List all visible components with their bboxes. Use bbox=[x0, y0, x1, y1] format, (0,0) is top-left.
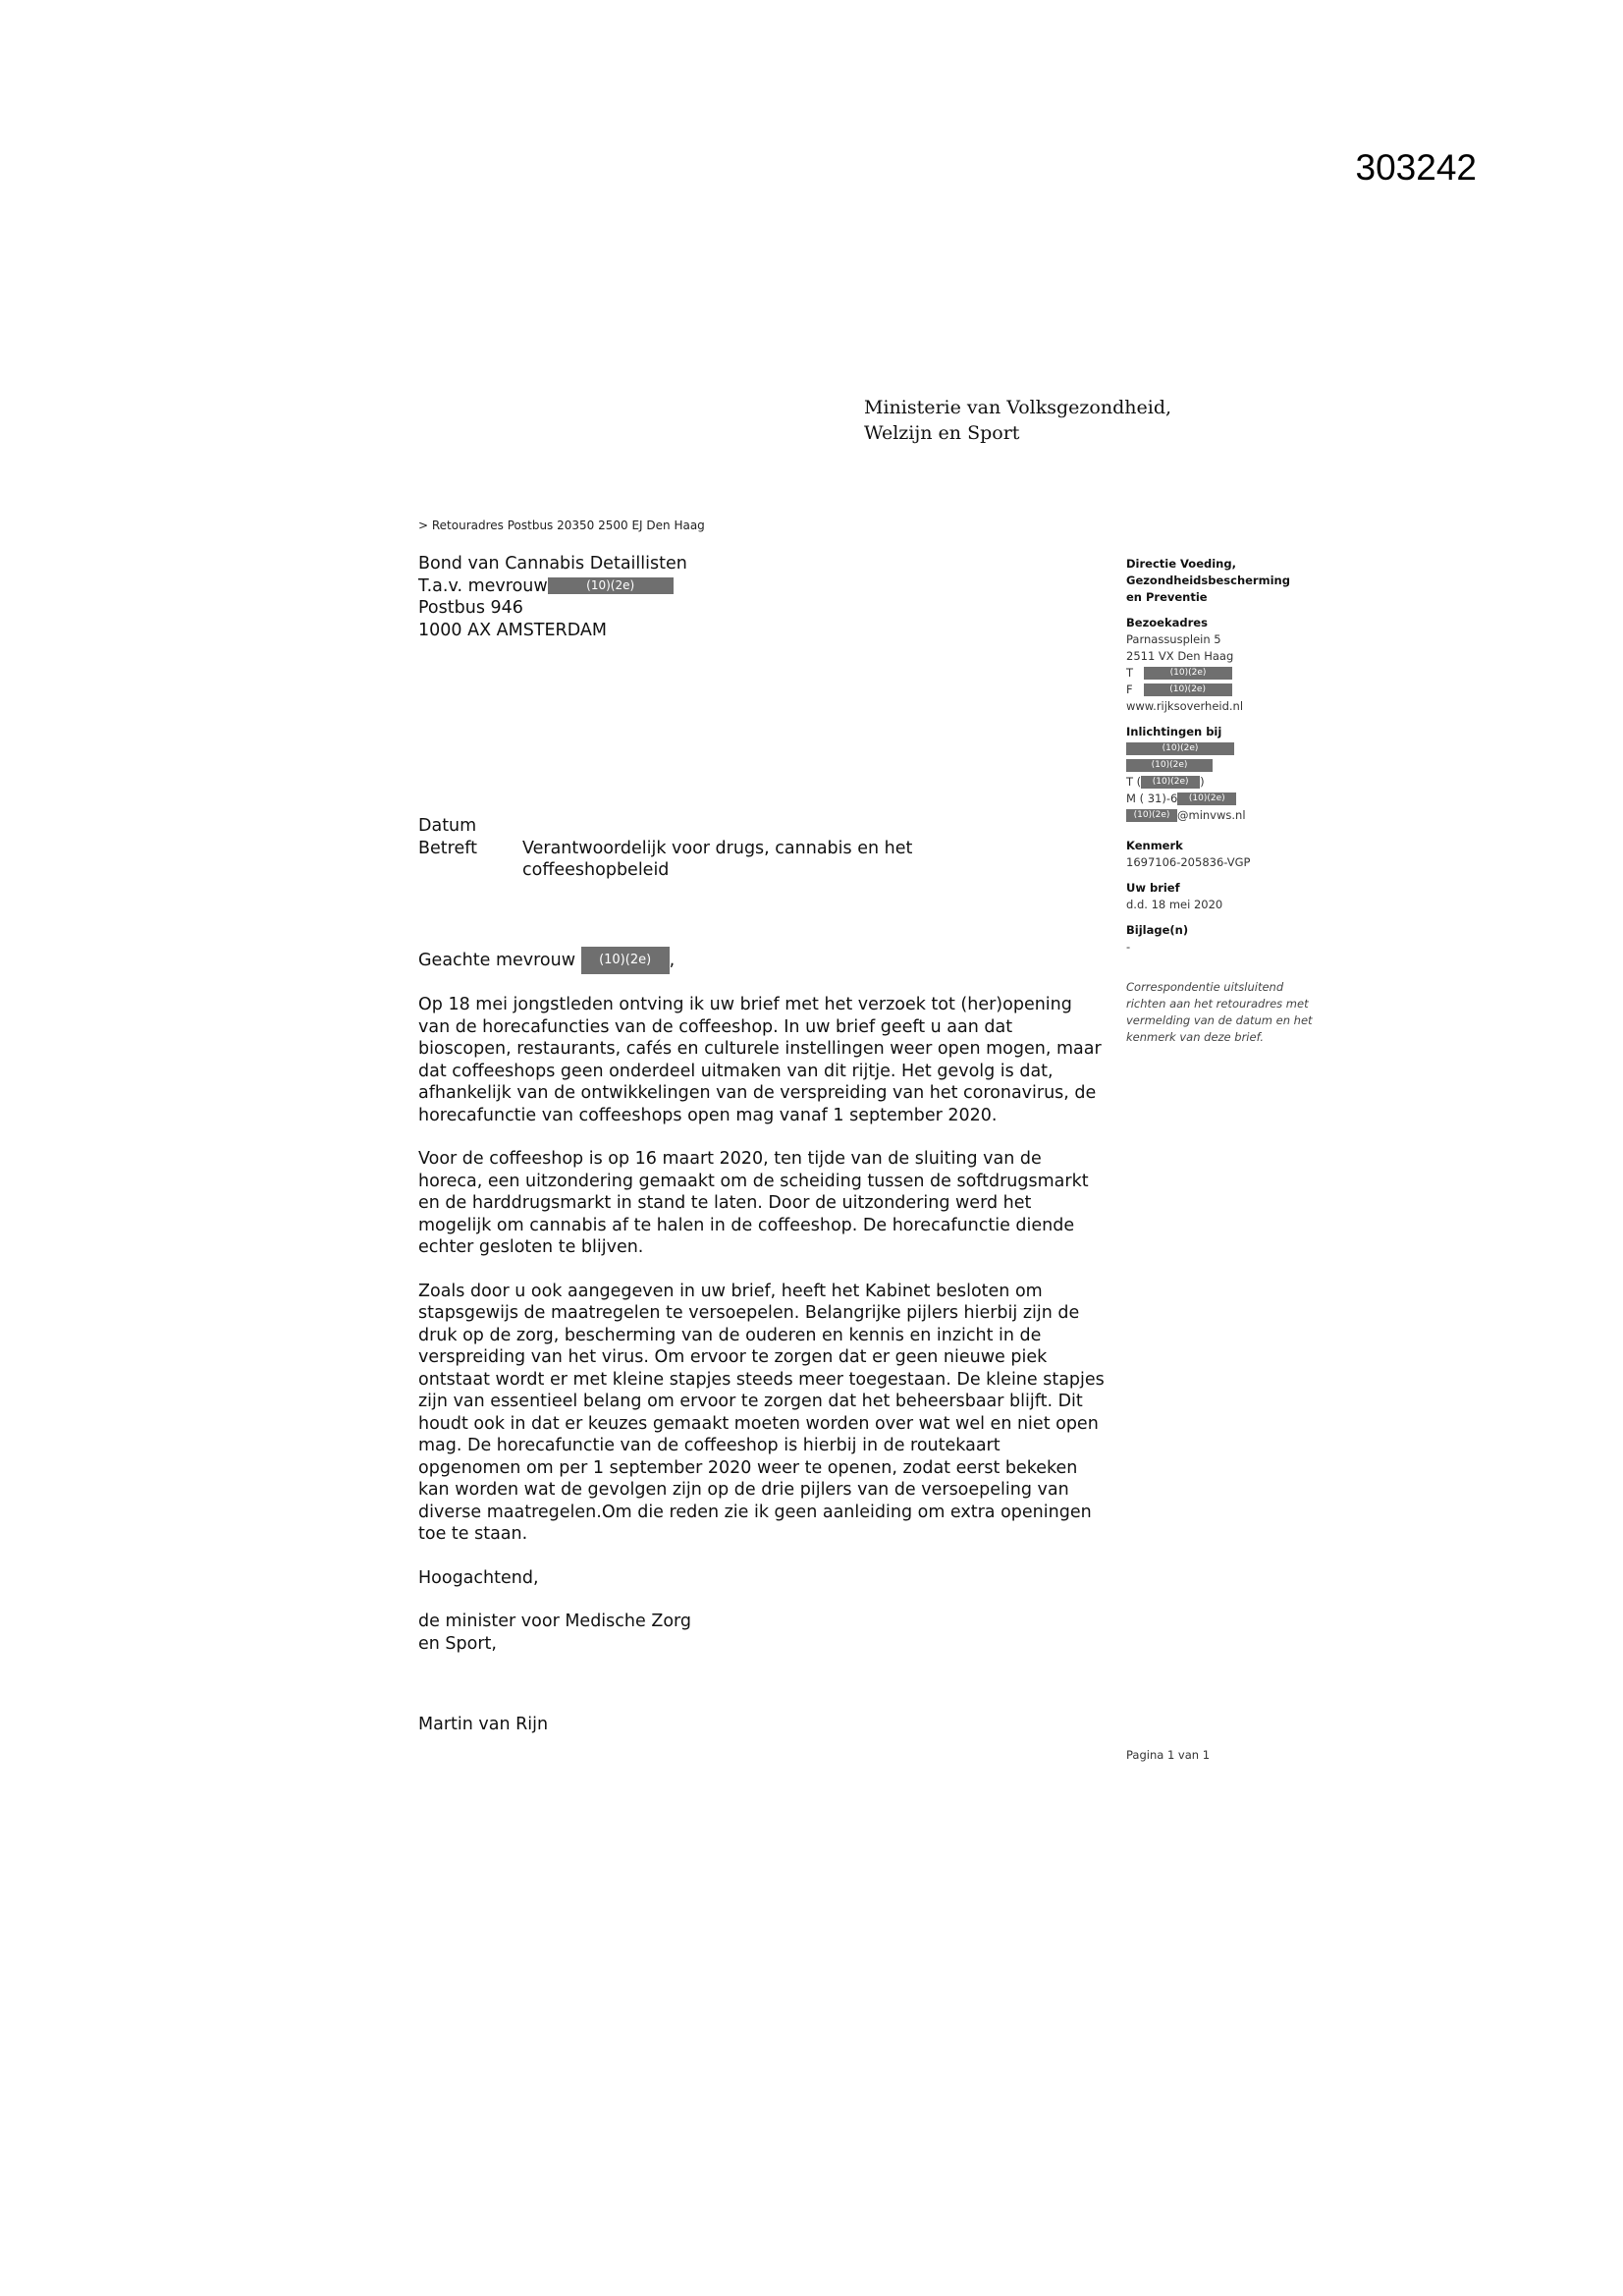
contact-block bbox=[1126, 724, 1352, 824]
redaction-box: (10)(2e) bbox=[1144, 683, 1232, 696]
phone-label: T bbox=[1126, 666, 1134, 680]
redaction-box: (10)(2e) bbox=[1126, 742, 1234, 755]
visit-city: 2511 VX Den Haag bbox=[1126, 649, 1234, 663]
redaction-box: (10)(2e) bbox=[1144, 667, 1232, 680]
department-line-2: Gezondheidsbescherming bbox=[1126, 574, 1290, 587]
datum-label: Datum bbox=[418, 816, 477, 836]
kenmerk-label: Kenmerk bbox=[1126, 839, 1183, 852]
email-suffix: @minvws.nl bbox=[1177, 808, 1246, 822]
betreft-row bbox=[418, 838, 935, 882]
uw-brief-value: d.d. 18 mei 2020 bbox=[1126, 898, 1223, 911]
signer-line-2: en Sport, bbox=[418, 1633, 497, 1654]
contact-label: Inlichtingen bij bbox=[1126, 725, 1222, 738]
website: www.rijksoverheid.nl bbox=[1126, 699, 1244, 713]
letter-meta bbox=[418, 815, 935, 882]
datum-row bbox=[418, 815, 935, 838]
contact-mobile-label: M ( 31)-6 bbox=[1126, 792, 1178, 805]
paragraph-3: Zoals door u ook aangegeven in uw brief, heeft het Kabinet besloten om stapsgewijs de maatregelen te versoepelen. Belangrijke pijlers hierbij zijn de druk op de zorg, bescherming van de ouderen en kennis en inzicht in de verspreiding van het virus. Om ervoor te zorgen dat er geen nieuwe piek ontstaat wordt er met kleine stapjes steeds meer toegestaan. De kleine stapjes zijn van essentieel belang om ervoor te zorgen dat het beheersbaar blijft. Dit houdt ook in dat er keuzes gemaakt moeten worden over wat wel en niet open mag. De horecafunctie van de coffeeshop is hierbij in de routekaart opgenomen om per 1 september 2020 weer te openen, zodat eerst bekeken kan worden wat de gevolgen zijn op de drie pijlers van de versoepeling van diverse maatregelen.Om die reden zie ik geen aanleiding om extra openingen toe te staan. bbox=[418, 1281, 1105, 1544]
betreft-value bbox=[522, 838, 935, 882]
document-number: 303242 bbox=[1355, 147, 1477, 188]
redaction-box: (10)(2e) bbox=[1177, 793, 1236, 805]
contact-phone-label: T ( bbox=[1126, 775, 1142, 789]
signer-title bbox=[418, 1611, 1106, 1655]
department-name bbox=[1126, 556, 1352, 606]
paragraph-1: Op 18 mei jongstleden ontving ik uw brief met het verzoek tot (her)opening van de horecafuncties van de coffeeshop. In uw brief geeft u aan dat bioscopen, restaurants, cafés en culturele instellingen weer open mogen, maar dat coffeeshops geen onderdeel uitmaken van dit rijtje. Het gevolg is dat, afhankelijk van de ontwikkelingen van de verspreiding van het coronavirus, de horecafunctie van coffeeshops open mag vanaf 1 september 2020. bbox=[418, 995, 1102, 1125]
letter-body bbox=[418, 947, 1106, 1758]
visit-street: Parnassusplein 5 bbox=[1126, 632, 1221, 646]
betreft-label: Betreft bbox=[418, 838, 477, 858]
salutation-prefix: Geachte mevrouw bbox=[418, 951, 576, 970]
bijlage-label: Bijlage(n) bbox=[1126, 923, 1189, 937]
return-address: > Retouradres Postbus 20350 2500 EJ Den Haag bbox=[418, 519, 705, 532]
recipient-city: 1000 AX AMSTERDAM bbox=[418, 620, 607, 640]
ministry-line-2: Welzijn en Sport bbox=[864, 422, 1020, 444]
recipient-org: Bond van Cannabis Detaillisten bbox=[418, 554, 687, 574]
redaction-box: (10)(2e) bbox=[1126, 759, 1213, 772]
your-letter-block bbox=[1126, 880, 1352, 913]
attn-prefix: T.a.v. mevrouw bbox=[418, 575, 548, 596]
ministry-name bbox=[864, 395, 1171, 446]
recipient-attn bbox=[418, 575, 687, 598]
salutation-suffix: , bbox=[669, 951, 676, 970]
betreft-line-1: Verantwoordelijk voor drugs, cannabis en het bbox=[522, 838, 913, 858]
uw-brief-label: Uw brief bbox=[1126, 881, 1180, 895]
redaction-box: (10)(2e) bbox=[548, 577, 674, 594]
recipient-address bbox=[418, 553, 687, 641]
contact-name-redacted bbox=[1126, 740, 1352, 757]
fax-line bbox=[1126, 682, 1352, 698]
attachments-block bbox=[1126, 922, 1352, 956]
salutation bbox=[418, 947, 1106, 974]
reference-block bbox=[1126, 838, 1352, 871]
visit-address-label: Bezoekadres bbox=[1126, 616, 1208, 629]
redaction-box: (10)(2e) bbox=[1126, 809, 1177, 822]
redaction-box: (10)(2e) bbox=[1141, 776, 1200, 789]
kenmerk-value: 1697106-205836-VGP bbox=[1126, 855, 1251, 869]
bijlage-value: - bbox=[1126, 940, 1131, 954]
department-line-1: Directie Voeding, bbox=[1126, 557, 1236, 571]
correspondence-note: Correspondentie uitsluitend richten aan het retouradres met vermelding van de datum en het kenmerk van deze brief. bbox=[1126, 980, 1313, 1044]
signer-name: Martin van Rijn bbox=[418, 1715, 549, 1734]
contact-name-redacted-2 bbox=[1126, 757, 1352, 774]
paragraph-2: Voor de coffeeshop is op 16 maart 2020, ten tijde van de sluiting van de horeca, een uitzondering gemaakt om de scheiding tussen de softdrugsmarkt en de harddrugsmarkt in stand te laten. Door de uitzondering werd het mogelijk om cannabis af te halen in de coffeeshop. De horecafunctie diende echter gesloten te blijven. bbox=[418, 1149, 1089, 1257]
redaction-box: (10)(2e) bbox=[581, 947, 670, 974]
closing: Hoogachtend, bbox=[418, 1567, 539, 1588]
signer-line-1: de minister voor Medische Zorg bbox=[418, 1612, 692, 1631]
contact-phone bbox=[1126, 774, 1352, 791]
fax-label: F bbox=[1126, 683, 1133, 696]
recipient-postbus: Postbus 946 bbox=[418, 598, 523, 618]
contact-phone-close: ) bbox=[1200, 775, 1205, 789]
ministry-line-1: Ministerie van Volksgezondheid, bbox=[864, 397, 1172, 418]
contact-mobile bbox=[1126, 791, 1352, 807]
betreft-line-2: coffeeshopbeleid bbox=[522, 860, 670, 880]
phone-line bbox=[1126, 665, 1352, 682]
department-line-3: en Preventie bbox=[1126, 590, 1208, 604]
visit-address-block bbox=[1126, 615, 1352, 715]
page-number: Pagina 1 van 1 bbox=[1126, 1748, 1211, 1762]
contact-email bbox=[1126, 807, 1352, 824]
sender-sidebar bbox=[1126, 556, 1352, 1055]
